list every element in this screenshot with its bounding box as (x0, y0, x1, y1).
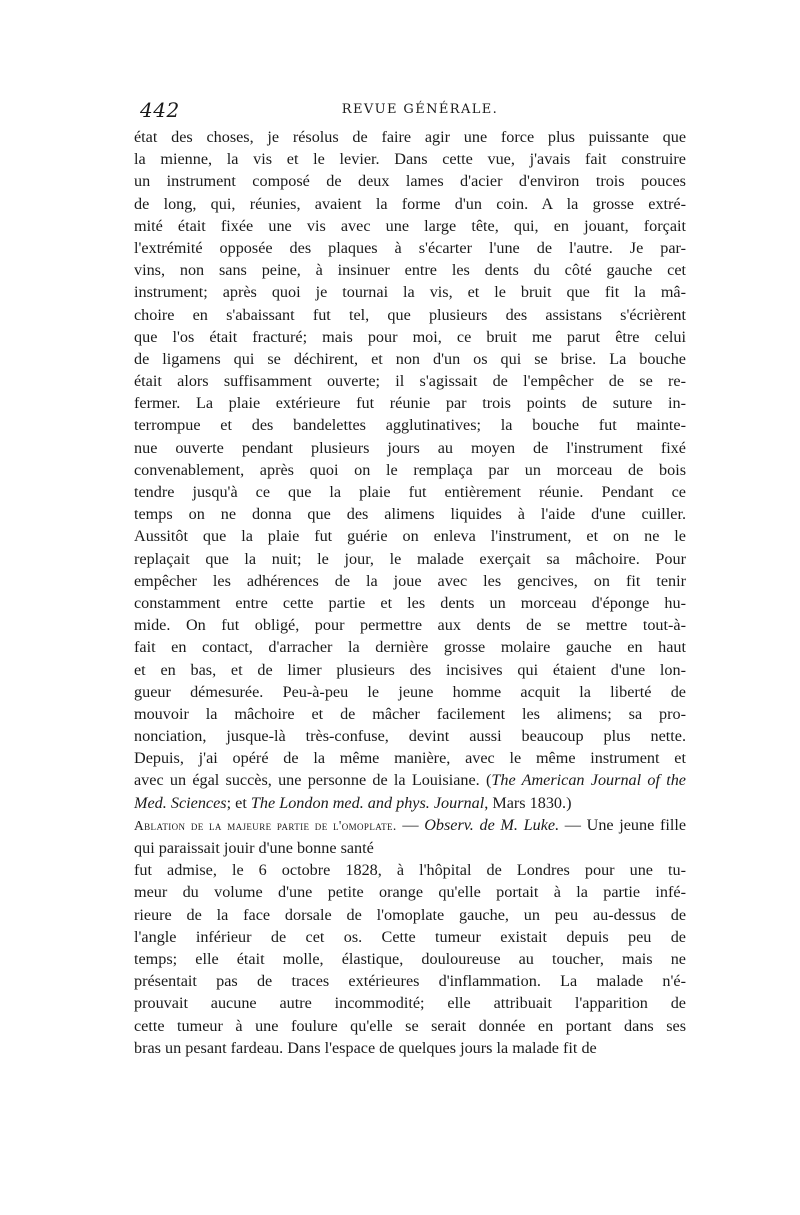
running-title: REVUE GÉNÉRALE. (341, 102, 499, 117)
text-line: présentait pas de traces extérieures d'inflammation. La malade n'é- (134, 972, 686, 991)
text-line: nonciation, jusque-là très-confuse, devint aussi beaucoup plus nette. (134, 727, 686, 746)
text-line: gueur démesurée. Peu-à-peu le jeune homme acquit la liberté de (134, 682, 686, 701)
text-line: constamment entre cette partie et les dents un morceau d'éponge hu- (134, 593, 686, 612)
section-line (134, 814, 686, 859)
text-line: l'angle inférieur de cet os. Cette tumeur existait depuis peu de (134, 927, 686, 946)
text-line: terrompue et des bandelettes agglutinatives; la bouche fut mainte- (134, 416, 686, 435)
text-line: rieure de la face dorsale de l'omoplate gauche, un peu au-dessus de (134, 905, 686, 924)
page-number: 442 (140, 98, 180, 122)
text-line: choire en s'abaissant fut tel, que plusieurs des assistans s'écrièrent (134, 305, 686, 324)
text-line: était alors suffisamment ouverte; il s'agissait de l'empêcher de se re- (134, 372, 686, 391)
citation-line (134, 769, 686, 813)
section-title: Ablation de la majeure partie de l'omoplate. (134, 817, 397, 833)
text-line: avec un égal succès, une personne de la Louisiane. ( (134, 771, 492, 790)
text-line: tendre jusqu'à ce que la plaie fut entièrement réunie. Pendant ce (134, 483, 686, 501)
text-line: mité était fixée une vis avec une large tête, qui, en jouant, forçait (134, 216, 686, 235)
body-text (134, 126, 686, 1059)
text-line: la mienne, la vis et le levier. Dans cette vue, j'avais fait construire (134, 150, 686, 169)
citation-date: , Mars 1830.) (484, 793, 572, 812)
text-line: Depuis, j'ai opéré de la même manière, avec le même instrument et (134, 749, 686, 768)
text-line: replaçait que la nuit; le jour, le malade exerçait sa mâchoire. Pour (134, 549, 686, 568)
text-line: nue ouverte pendant plusieurs jours au moyen de l'instrument fixé (134, 438, 686, 457)
text-line: mide. On fut obligé, pour permettre aux dents de se mettre tout-à- (134, 616, 686, 635)
text-line: empêcher les adhérences de la joue avec les gencives, on fit tenir (134, 571, 686, 590)
text-line: Aussitôt que la plaie fut guérie on enleva l'instrument, et on ne le (134, 527, 686, 546)
text-line: mouvoir la mâchoire et de mâcher facilement les alimens; sa pro- (134, 704, 686, 723)
text-line: cette tumeur à une foulure qu'elle se serait donnée en portant dans ses (134, 1016, 686, 1035)
book-page (134, 96, 686, 1059)
text-line: temps on ne donna que des alimens liquides à l'aide d'une cuiller. (134, 505, 686, 524)
text-line: un instrument composé de deux lames d'acier d'environ trois pouces (134, 172, 686, 191)
text-line: l'extrémité opposée des plaques à s'écarter l'une de l'autre. Je par- (134, 238, 686, 257)
text-line: état des choses, je résolus de faire agir une force plus puissante que (134, 128, 686, 146)
text-line: — Une jeune fille qui paraissait jouir d'une bonne santé (134, 815, 687, 858)
text-line: fut admise, le 6 octobre 1828, à l'hôpital de Londres pour une tu- (134, 861, 686, 880)
text-line: vins, non sans peine, à insinuer entre les dents du côté gauche cet (134, 261, 686, 280)
journal-title-1: The American Journal of the Med. Sciences (134, 771, 686, 812)
text-line: de long, qui, réunies, avaient la forme d'un coin. A la grosse extré- (134, 194, 686, 213)
journal-title-2: The London med. and phys. Journal (250, 793, 485, 812)
section-dash: — (396, 815, 425, 834)
text-line: fait en contact, d'arracher la dernière grosse molaire gauche en haut (134, 638, 686, 657)
text-line: bras un pesant fardeau. Dans l'espace de quelques jours la malade fit de (134, 1038, 597, 1057)
text-line: et en bas, et de limer plusieurs des incisives qui étaient d'une lon- (134, 660, 686, 679)
text-line: meur du volume d'une petite orange qu'elle portait à la partie infé- (134, 883, 686, 902)
citation-separator: ; et (226, 793, 251, 812)
text-line: que l'os était fracturé; mais pour moi, ce bruit me parut être celui (134, 327, 686, 346)
running-head (134, 96, 686, 126)
text-line: fermer. La plaie extérieure fut réunie par trois points de suture in- (134, 394, 686, 413)
text-line: de ligamens qui se déchirent, et non d'un os qui se brise. La bouche (134, 349, 686, 368)
text-line: convenablement, après quoi on le remplaça par un morceau de bois (134, 460, 686, 479)
text-line: prouvait aucune autre incommodité; elle attribuait l'apparition de (134, 994, 686, 1013)
text-line: instrument; après quoi je tournai la vis, et le bruit que fit la mâ- (134, 283, 686, 302)
text-line: temps; elle était molle, élastique, douloureuse au toucher, mais ne (134, 950, 686, 968)
observer-credit: Observ. de M. Luke. (424, 815, 560, 834)
